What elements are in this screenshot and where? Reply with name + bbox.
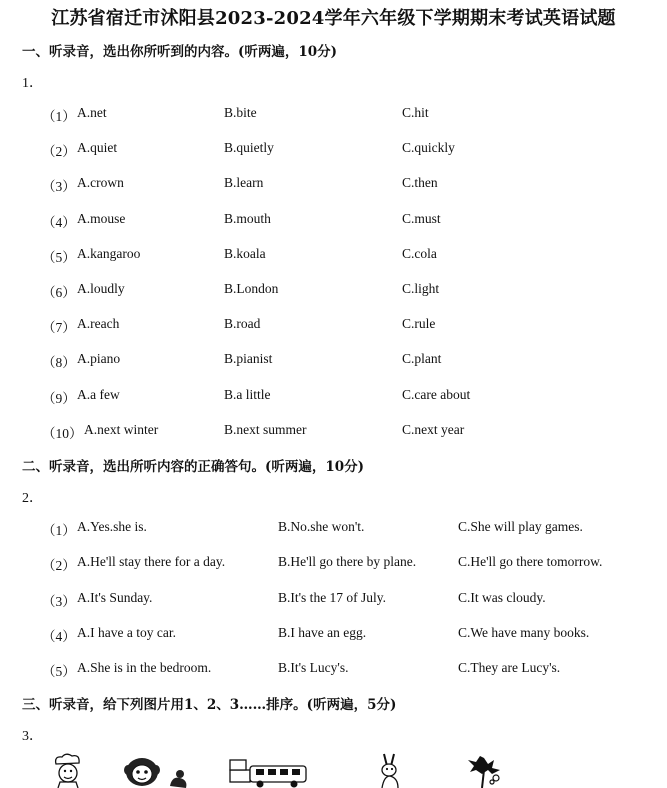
option-b: B.road — [224, 316, 261, 332]
item-number: （3） — [42, 179, 76, 195]
bus-picture — [228, 752, 308, 788]
question-row — [0, 422, 667, 444]
question-row — [0, 211, 667, 233]
item-number: （3） — [42, 593, 76, 609]
question-row — [0, 246, 667, 268]
option-b: B.pianist — [224, 351, 273, 367]
question-row — [0, 519, 667, 541]
option-c: C.She will play games. — [458, 519, 583, 534]
option-b: B.I have an egg. — [278, 624, 367, 640]
kangaroo-picture — [370, 752, 410, 788]
option-c: C.rule — [402, 316, 436, 332]
option-b: B.learn — [224, 175, 264, 191]
option-c: C.He'll go there tomorrow. — [458, 554, 603, 570]
monkey-picture — [120, 752, 192, 788]
option-a: A.reach — [77, 316, 120, 332]
item-number: （4） — [42, 214, 76, 230]
question-row — [0, 660, 667, 682]
option-a: A.next winter — [84, 421, 159, 437]
option-a: A.He'll stay there for a day. — [77, 554, 226, 570]
option-c: C.then — [402, 175, 438, 191]
option-b: B.He'll go there by plane. — [278, 554, 417, 570]
option-a: A.a few — [77, 386, 120, 402]
option-b: B.a little — [224, 386, 271, 402]
option-a: A.Yes.she is. — [77, 519, 147, 534]
option-b: B.It's the 17 of July. — [278, 589, 387, 605]
page-title: 江苏省宿迁市沭阳县2023-2024学年六年级下学期期末考试英语试题 — [51, 8, 616, 29]
option-a: A.It's Sunday. — [77, 589, 153, 605]
question-row — [0, 281, 667, 303]
picture-strip — [40, 752, 640, 788]
question-row — [0, 105, 667, 127]
question-row — [0, 175, 667, 197]
option-a: A.She is in the bedroom. — [77, 660, 212, 676]
option-b: B.bite — [224, 105, 257, 120]
question-row — [0, 554, 667, 576]
item-number: （9） — [42, 390, 76, 406]
section-2-heading: 二、听录音，选出所听内容的正确答句。(听两遍，10分) — [22, 459, 365, 475]
item-number: （5） — [42, 249, 76, 265]
item-number: （2） — [42, 144, 76, 160]
option-a: A.piano — [77, 351, 121, 367]
option-c: C.It was cloudy. — [458, 589, 546, 605]
option-c: C.They are Lucy's. — [458, 660, 561, 676]
question-row — [0, 387, 667, 409]
item-number: （1） — [42, 109, 76, 124]
option-b: B.next summer — [224, 421, 307, 437]
option-c: C.care about — [402, 386, 471, 402]
option-b: B.It's Lucy's. — [278, 660, 349, 676]
question-1-number: 1． — [22, 76, 43, 91]
question-row — [0, 140, 667, 162]
option-b: B.No.she won't. — [278, 519, 365, 534]
item-number: （6） — [42, 285, 76, 300]
item-number: （1） — [42, 523, 76, 538]
option-c: C.hit — [402, 105, 429, 120]
option-a: A.net — [77, 105, 107, 120]
question-2-number: 2． — [22, 491, 43, 506]
option-c: C.cola — [402, 245, 437, 261]
question-row — [0, 590, 667, 612]
option-a: A.I have a toy car. — [77, 624, 176, 640]
option-b: B.London — [224, 281, 279, 296]
item-number: （10） — [42, 425, 83, 441]
option-a: A.mouse — [77, 210, 126, 226]
plant-picture — [462, 752, 506, 788]
option-c: C.quickly — [402, 140, 455, 156]
item-number: （8） — [42, 355, 76, 371]
section-1-heading: 一、听录音，选出你所听到的内容。(听两遍，10分) — [22, 44, 338, 60]
item-number: （5） — [42, 664, 76, 680]
option-a: A.crown — [77, 175, 124, 191]
question-3-number: 3． — [22, 729, 43, 744]
option-c: C.must — [402, 210, 441, 226]
option-a: A.loudly — [77, 281, 125, 296]
option-b: B.koala — [224, 245, 266, 261]
chef-picture — [48, 752, 88, 788]
option-a: A.kangaroo — [77, 245, 141, 261]
option-c: C.next year — [402, 421, 465, 437]
section-3-heading: 三、听录音，给下列图片用1、2、3……排序。(听两遍，5分) — [22, 697, 397, 713]
question-row — [0, 625, 667, 647]
option-b: B.mouth — [224, 210, 271, 226]
item-number: （2） — [42, 558, 76, 574]
item-number: （7） — [42, 320, 76, 336]
option-c: C.We have many books. — [458, 624, 590, 640]
option-a: A.quiet — [77, 140, 118, 156]
question-row — [0, 316, 667, 338]
question-row — [0, 351, 667, 373]
option-c: C.plant — [402, 351, 442, 367]
item-number: （4） — [42, 628, 76, 644]
option-b: B.quietly — [224, 140, 274, 156]
option-c: C.light — [402, 281, 440, 296]
